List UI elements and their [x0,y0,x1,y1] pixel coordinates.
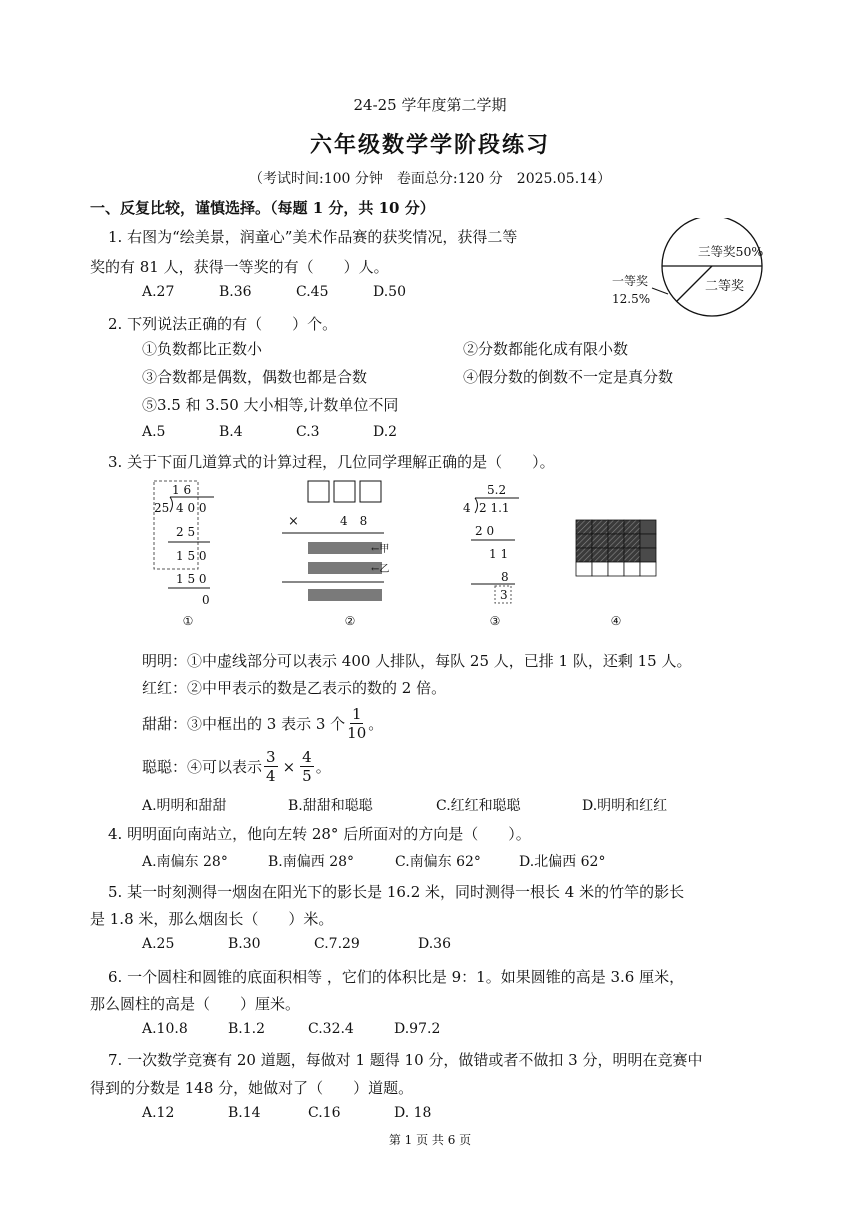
fig1-step-4: 0 [202,593,210,607]
q2-statement-5: ⑤3.5 和 3.50 大小相等,计数单位不同 [142,396,399,414]
fig1-quotient: 1 6 [172,483,192,497]
fig4-cell [592,548,608,562]
q6-line1: 6. 一个圆柱和圆锥的底面积相等 ，它们的体积比是 9：1。如果圆锥的高是 3.6 厘米， [108,968,685,986]
fraction-numerator: 3 [266,748,276,766]
q3-tiantian [142,705,383,742]
q3-honghong: 红红：②中甲表示的数是乙表示的数的 2 倍。 [142,679,447,697]
fig3-step-4: 3 [500,588,508,602]
fig4-cell [592,520,608,534]
q6-option-a[interactable]: A.10.8 [142,1021,188,1037]
q4-option-c[interactable]: C.南偏东 62° [395,854,481,870]
q1-option-b[interactable]: B.36 [219,284,252,300]
fraction-denominator: 10 [347,724,367,742]
q5-line2: 是 1.8 米，那么烟囱长（ ）米。 [90,910,334,928]
fig4-cell [640,548,656,562]
fig4-cell [608,534,624,548]
fig4-cell [624,520,640,534]
fig2-box-3 [360,481,381,502]
congcong-text: 聪聪：④可以表示 [142,758,263,776]
figure-2-multiplication [278,478,418,628]
fig4-cell [608,548,624,562]
q7-line2: 得到的分数是 148 分，她做对了（ ）道题。 [90,1079,414,1097]
pie-label-first-pct: 12.5% [612,292,651,306]
q2-statement-2: ②分数都能化成有限小数 [463,340,629,358]
times-sign: × [282,757,296,776]
page-number: 第 1 页 共 6 页 [388,1133,472,1147]
q6-option-b[interactable]: B.1.2 [228,1021,266,1037]
q6-options [142,1021,440,1037]
q4-option-b[interactable]: B.南偏西 28° [268,854,355,870]
fig4-cell [624,534,640,548]
q3-option-c[interactable]: C.红红和聪聪 [436,798,521,814]
fraction-numerator: 4 [302,748,312,766]
fig1-step-1: 2 5 [176,525,196,539]
q2-option-c[interactable]: C.3 [296,424,320,440]
fig2-box-2 [334,481,355,502]
fig3-divisor: 4 [463,501,471,515]
q4-options [142,851,605,871]
fig3-quotient: 5.2 [487,483,507,497]
fig1-step-3: 1 5 0 [176,572,207,586]
fig1-label: ① [182,614,194,628]
q6-line2: 那么圆柱的高是（ ）厘米。 [90,995,301,1013]
fig2-multiplier: 4 8 [340,514,368,528]
q1-line2: 奖的有 81 人，获得一等奖的有（ ）人。 [90,258,389,276]
tiantian-end: 。 [368,715,384,733]
q3-option-a[interactable]: A.明明和甜甜 [142,798,227,814]
fig3-step-3: 8 [501,570,509,584]
q6-option-c[interactable]: C.32.4 [308,1021,354,1037]
fig4-cell [640,520,656,534]
figure-1-division [148,478,228,628]
pie-label-third: 三等奖50% [698,244,764,259]
q2-statement-3: ③合数都是偶数，偶数也都是合数 [142,368,368,386]
fig3-step-1: 2 0 [475,524,495,538]
fig2-times-sign: × [288,514,299,529]
fig2-label-jia: ←甲 [371,544,390,555]
q2-option-d[interactable]: D.2 [373,424,398,440]
fraction-denominator: 4 [266,767,276,785]
fig4-cell [592,534,608,548]
q5-option-d[interactable]: D.36 [418,936,451,952]
q1-option-c[interactable]: C.45 [296,284,329,300]
fig4-cell [624,548,640,562]
fig1-dividend: 4 0 0 [176,501,207,515]
tiantian-text: 甜甜：③中框出的 3 表示 3 个 [142,715,346,733]
fig2-label-yi: ←乙 [371,564,390,575]
term-label: 24-25 学年度第二学期 [353,96,507,114]
q2-option-b[interactable]: B.4 [219,424,243,440]
fig3-step-2: 1 1 [489,547,509,561]
q4-option-d[interactable]: D.北偏西 62° [519,854,606,870]
q3-congcong [142,748,331,785]
fig4-cell [576,562,592,576]
q1-line1: 1. 右图为“绘美景，润童心”美术作品赛的获奖情况，获得二等 [108,228,518,246]
fig4-cell [576,534,592,548]
pie-label-first: 一等奖 [612,274,649,288]
q4-option-a[interactable]: A.南偏东 28° [142,854,228,870]
fig4-cell [576,520,592,534]
fig1-step-2: 1 5 0 [176,549,207,563]
pie-circle [662,218,762,316]
q2-option-a[interactable]: A.5 [142,424,166,440]
q5-option-b[interactable]: B.30 [228,936,261,952]
q7-option-d[interactable]: D. 18 [394,1105,432,1121]
q1-option-d[interactable]: D.50 [373,284,406,300]
q7-option-a[interactable]: A.12 [142,1105,175,1121]
q7-line1: 7. 一次数学竞赛有 20 道题，每做对 1 题得 10 分，做错或者不做扣 3 分，明明在竞赛中 [108,1051,703,1069]
fig2-bar-result [308,589,382,601]
q2-statement-1: ①负数都比正数小 [142,340,263,358]
award-pie-chart [610,218,770,318]
fig4-cell [640,562,656,576]
q4-stem: 4. 明明面向南站立，他向左转 28° 后所面对的方向是（ ）。 [108,825,531,843]
fig2-box-1 [308,481,329,502]
fig4-label: ④ [610,614,622,628]
q5-line1: 5. 某一时刻测得一烟囱在阳光下的影长是 16.2 米，同时测得一根长 4 米的竹竿的影长 [108,883,685,901]
q2-stem: 2. 下列说法正确的有（ ）个。 [108,315,338,333]
fraction-denominator: 5 [302,767,312,785]
q7-option-b[interactable]: B.14 [228,1105,261,1121]
fig4-cell [624,562,640,576]
q6-option-d[interactable]: D.97.2 [394,1021,441,1037]
congcong-fraction-1 [264,748,278,785]
q1-options [142,284,406,300]
tiantian-fraction [347,705,366,742]
q3-options [142,795,667,815]
fig4-cell [608,520,624,534]
page-title: 六年级数学学阶段练习 [309,132,550,158]
fig4-cell [592,562,608,576]
exam-info: （考试时间:100 分钟 卷面总分:120 分 2025.05.14） [249,171,611,187]
q1-option-a[interactable]: A.27 [142,284,175,300]
q2-statement-4: ④假分数的倒数不一定是真分数 [463,368,674,386]
q3-option-b[interactable]: B.甜甜和聪聪 [288,798,373,814]
q7-option-c[interactable]: C.16 [308,1105,341,1121]
fig4-cell [576,548,592,562]
q5-option-a[interactable]: A.25 [142,936,175,952]
pie-label-second: 二等奖 [705,279,745,294]
fig1-divisor: 25 [154,501,170,515]
pie-leader-line [652,288,668,294]
q5-options [142,936,451,952]
figure-3-division [455,478,535,628]
q3-stem: 3. 关于下面几道算式的计算过程，几位同学理解正确的是（ ）。 [108,453,555,471]
q2-options [142,424,397,440]
fig3-dividend: 2 1.1 [479,501,510,515]
fig4-cell [608,562,624,576]
q5-option-c[interactable]: C.7.29 [314,936,360,952]
fig4-cells [576,520,656,576]
fig2-label: ② [344,614,356,628]
q3-mingming: 明明：①中虚线部分可以表示 400 人排队，每队 25 人，已排 1 队，还剩 15 人。 [142,652,692,670]
figure-4-grid [570,518,660,628]
section-heading: 一、反复比较，谨慎选择。（每题 1 分，共 10 分） [90,199,435,217]
congcong-fraction-2 [300,748,314,785]
fraction-numerator: 1 [351,705,362,723]
q7-options [142,1105,431,1121]
fig3-label: ③ [489,614,501,628]
congcong-end: 。 [315,758,331,776]
fig4-cell [640,534,656,548]
q3-option-d[interactable]: D.明明和红红 [582,798,668,814]
